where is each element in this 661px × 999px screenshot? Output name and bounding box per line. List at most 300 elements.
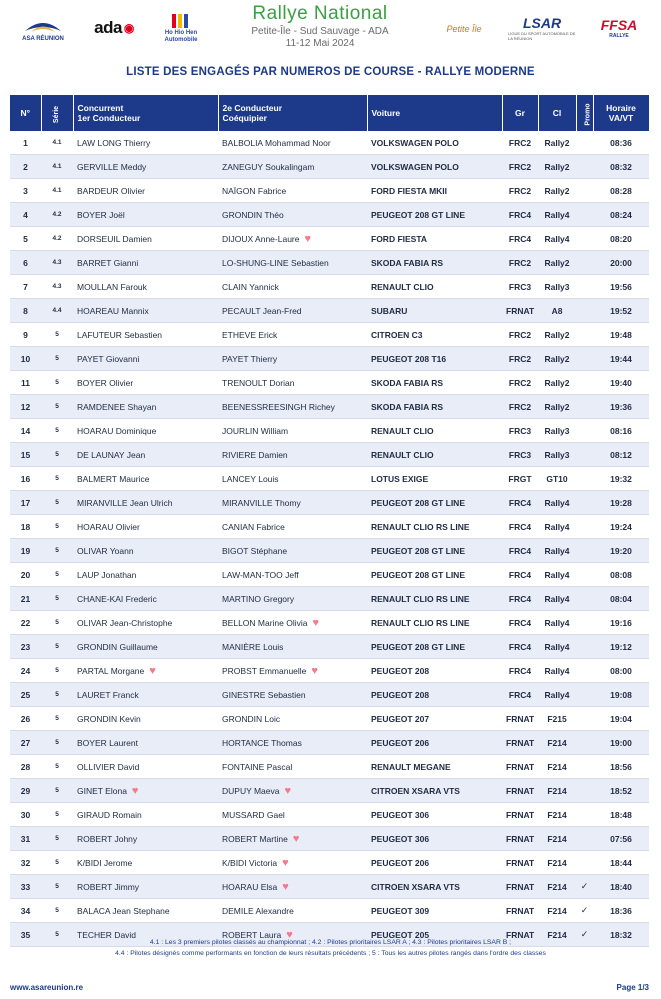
ffsa-logo: FFSA RALLYE xyxy=(600,17,638,39)
entry-pilot: HOARAU Dominique xyxy=(73,419,218,443)
entry-class: Rally2 xyxy=(538,131,576,155)
entry-class: Rally2 xyxy=(538,323,576,347)
entry-car: CITROEN C3 xyxy=(367,323,502,347)
entry-copilot: BALBOLIA Mohammad Noor xyxy=(218,131,367,155)
entry-serie: 5 xyxy=(41,611,73,635)
entry-time: 19:20 xyxy=(593,539,649,563)
entry-pilot: PARTAL Morgane ♥ xyxy=(73,659,218,683)
entry-pilot: LAFUTEUR Sebastien xyxy=(73,323,218,347)
entry-class: Rally2 xyxy=(538,371,576,395)
table-row xyxy=(10,227,649,251)
entry-time: 08:28 xyxy=(593,179,649,203)
table-row xyxy=(10,803,649,827)
hohiohen-logo: Ho Hio Hen Automobile xyxy=(158,8,204,48)
lsar-logo: LSAR LIGUE DU SPORT AUTOMOBILE DE LA RÉUNION xyxy=(508,15,576,41)
footnote-line-2: 4.4 : Pilotes désignés comme performants en fonction de leurs résultats précédents ; 5 : Tous les autres pilotes rangés dans l'ordre des classes xyxy=(115,950,546,957)
entry-promo xyxy=(576,611,593,635)
entry-copilot: RIVIERE Damien xyxy=(218,443,367,467)
rally-title-block xyxy=(215,3,425,49)
entry-car: PEUGEOT 208 GT LINE xyxy=(367,539,502,563)
table-row xyxy=(10,755,649,779)
entry-copilot: PROBST Emmanuelle ♥ xyxy=(218,659,367,683)
heart-icon: ♥ xyxy=(149,664,156,677)
table-row xyxy=(10,635,649,659)
col-serie: Série xyxy=(41,95,73,131)
entry-copilot: DEMILE Alexandre xyxy=(218,899,367,923)
entry-copilot: TRENOULT Dorian xyxy=(218,371,367,395)
entry-pilot: TECHER David xyxy=(73,923,218,947)
entry-pilot: OLIVAR Yoann xyxy=(73,539,218,563)
table-row xyxy=(10,827,649,851)
entry-class: Rally3 xyxy=(538,419,576,443)
entry-serie: 5 xyxy=(41,419,73,443)
entry-time: 18:52 xyxy=(593,779,649,803)
entry-serie: 5 xyxy=(41,875,73,899)
entry-group: FRNAT xyxy=(502,755,538,779)
entry-copilot: DIJOUX Anne-Laure ♥ xyxy=(218,227,367,251)
entry-car: PEUGEOT 207 xyxy=(367,707,502,731)
entry-number: 16 xyxy=(10,467,41,491)
entry-time: 08:36 xyxy=(593,131,649,155)
entry-group: FRC4 xyxy=(502,587,538,611)
table-row xyxy=(10,899,649,923)
entry-serie: 4.1 xyxy=(41,155,73,179)
entry-pilot: LAUP Jonathan xyxy=(73,563,218,587)
ada-logo: ada ◉ xyxy=(94,18,134,37)
entry-car: VOLKSWAGEN POLO xyxy=(367,131,502,155)
entry-pilot: ROBERT Jimmy xyxy=(73,875,218,899)
table-row xyxy=(10,731,649,755)
heart-icon: ♥ xyxy=(292,832,300,845)
table-header xyxy=(10,95,649,131)
entry-copilot: K/BIDI Victoria ♥ xyxy=(218,851,367,875)
entry-car: PEUGEOT 206 xyxy=(367,851,502,875)
entry-pilot: LAURET Franck xyxy=(73,683,218,707)
asa-reunion-logo: ASA RÉUNION xyxy=(14,10,72,46)
entry-serie: 4.4 xyxy=(41,299,73,323)
entry-number: 8 xyxy=(10,299,41,323)
entry-number: 6 xyxy=(10,251,41,275)
entry-class: Rally4 xyxy=(538,227,576,251)
entry-copilot: ZANEGUY Soukalingam xyxy=(218,155,367,179)
entry-class: F214 xyxy=(538,827,576,851)
table-row xyxy=(10,395,649,419)
entry-group: FRGT xyxy=(502,467,538,491)
entry-serie: 4.3 xyxy=(41,251,73,275)
entry-copilot: PECAULT Jean-Fred xyxy=(218,299,367,323)
entry-number: 18 xyxy=(10,515,41,539)
rally-subtitle: Petite-Île - Sud Sauvage - ADA xyxy=(251,26,389,37)
entry-number: 27 xyxy=(10,731,41,755)
page-title: LISTE DES ENGAGÉS PAR NUMEROS DE COURSE - RALLYE MODERNE xyxy=(126,66,535,78)
table-row xyxy=(10,203,649,227)
header xyxy=(0,0,661,60)
entry-pilot: CHANE-KAI Frederic xyxy=(73,587,218,611)
table-row xyxy=(10,779,649,803)
entry-group: FRC4 xyxy=(502,683,538,707)
table-row xyxy=(10,587,649,611)
table-row xyxy=(10,419,649,443)
table-row xyxy=(10,179,649,203)
entry-group: FRC2 xyxy=(502,371,538,395)
table-row xyxy=(10,443,649,467)
entry-number: 17 xyxy=(10,491,41,515)
entry-copilot: ROBERT Martine ♥ xyxy=(218,827,367,851)
entry-class: Rally3 xyxy=(538,443,576,467)
entry-class: F215 xyxy=(538,707,576,731)
entry-group: FRNAT xyxy=(502,731,538,755)
entry-pilot: LAW LONG Thierry xyxy=(73,131,218,155)
entry-promo: ✓ xyxy=(576,923,593,947)
table-row xyxy=(10,467,649,491)
entry-serie: 4.2 xyxy=(41,227,73,251)
entry-pilot: GINET Elona ♥ xyxy=(73,779,218,803)
entry-number: 23 xyxy=(10,635,41,659)
entry-serie: 5 xyxy=(41,851,73,875)
entry-copilot: GINESTRE Sebastien xyxy=(218,683,367,707)
entry-serie: 5 xyxy=(41,395,73,419)
entry-pilot: MOULLAN Farouk xyxy=(73,275,218,299)
entry-promo xyxy=(576,659,593,683)
entry-group: FRC4 xyxy=(502,227,538,251)
entry-number: 22 xyxy=(10,611,41,635)
col-copilot: 2e Conducteur Coéquipier xyxy=(218,95,367,131)
entry-number: 28 xyxy=(10,755,41,779)
entry-class: A8 xyxy=(538,299,576,323)
entry-copilot: BIGOT Stéphane xyxy=(218,539,367,563)
entry-number: 19 xyxy=(10,539,41,563)
rally-dates: 11-12 Mai 2024 xyxy=(285,38,355,49)
entry-class: Rally4 xyxy=(538,635,576,659)
entry-copilot: GRONDIN Loic xyxy=(218,707,367,731)
entry-copilot: ROBERT Laura ♥ xyxy=(218,923,367,947)
page-number: Page 1/3 xyxy=(616,983,649,992)
entry-promo xyxy=(576,851,593,875)
entry-class: F214 xyxy=(538,779,576,803)
entry-pilot: BARRET Gianni xyxy=(73,251,218,275)
table-row xyxy=(10,155,649,179)
entry-number: 7 xyxy=(10,275,41,299)
entry-time: 18:48 xyxy=(593,803,649,827)
entry-serie: 5 xyxy=(41,635,73,659)
table-row xyxy=(10,659,649,683)
entry-pilot: OLIVAR Jean-Christophe xyxy=(73,611,218,635)
entry-promo xyxy=(576,515,593,539)
entry-number: 26 xyxy=(10,707,41,731)
entry-serie: 5 xyxy=(41,659,73,683)
entry-group: FRC4 xyxy=(502,539,538,563)
entry-group: FRNAT xyxy=(502,851,538,875)
entry-serie: 5 xyxy=(41,587,73,611)
entry-number: 3 xyxy=(10,179,41,203)
entry-serie: 5 xyxy=(41,779,73,803)
entry-time: 19:04 xyxy=(593,707,649,731)
entry-time: 18:36 xyxy=(593,899,649,923)
entry-promo xyxy=(576,395,593,419)
entry-car: PEUGEOT 208 GT LINE xyxy=(367,563,502,587)
entry-group: FRC2 xyxy=(502,155,538,179)
entry-number: 12 xyxy=(10,395,41,419)
entry-promo xyxy=(576,707,593,731)
entry-number: 1 xyxy=(10,131,41,155)
table-row xyxy=(10,539,649,563)
entry-serie: 5 xyxy=(41,371,73,395)
entry-copilot: FONTAINE Pascal xyxy=(218,755,367,779)
entry-serie: 5 xyxy=(41,827,73,851)
entry-class: F214 xyxy=(538,899,576,923)
entry-class: Rally4 xyxy=(538,539,576,563)
entry-promo xyxy=(576,779,593,803)
entry-class: Rally4 xyxy=(538,515,576,539)
heart-icon: ♥ xyxy=(311,664,318,677)
entry-serie: 5 xyxy=(41,755,73,779)
entry-promo xyxy=(576,347,593,371)
entry-pilot: GRONDIN Kevin xyxy=(73,707,218,731)
entry-promo xyxy=(576,323,593,347)
entry-time: 19:24 xyxy=(593,515,649,539)
entry-car: PEUGEOT 306 xyxy=(367,827,502,851)
col-horaire: Horaire VA/VT xyxy=(593,95,649,131)
entry-pilot: MIRANVILLE Jean Ulrich xyxy=(73,491,218,515)
entry-copilot: CANIAN Fabrice xyxy=(218,515,367,539)
entry-time: 08:00 xyxy=(593,659,649,683)
entry-promo xyxy=(576,299,593,323)
entry-car: PEUGEOT 208 xyxy=(367,659,502,683)
entry-car: PEUGEOT 208 GT LINE xyxy=(367,491,502,515)
entry-group: FRC2 xyxy=(502,131,538,155)
entry-copilot: HOARAU Elsa ♥ xyxy=(218,875,367,899)
entry-promo xyxy=(576,371,593,395)
entry-class: GT10 xyxy=(538,467,576,491)
entry-car: PEUGEOT 208 T16 xyxy=(367,347,502,371)
entry-number: 4 xyxy=(10,203,41,227)
entry-copilot: MUSSARD Gael xyxy=(218,803,367,827)
entry-car: PEUGEOT 306 xyxy=(367,803,502,827)
entry-car: RENAULT CLIO RS LINE xyxy=(367,611,502,635)
entry-serie: 5 xyxy=(41,731,73,755)
entry-pilot: GIRAUD Romain xyxy=(73,803,218,827)
entry-pilot: DE LAUNAY Jean xyxy=(73,443,218,467)
entry-group: FRC4 xyxy=(502,515,538,539)
asa-wing-icon xyxy=(23,15,63,35)
entry-serie: 4.2 xyxy=(41,203,73,227)
col-promo: Promo xyxy=(576,95,593,131)
entry-number: 15 xyxy=(10,443,41,467)
entry-number: 31 xyxy=(10,827,41,851)
entry-time: 20:00 xyxy=(593,251,649,275)
entry-pilot: BOYER Laurent xyxy=(73,731,218,755)
entry-promo xyxy=(576,539,593,563)
entry-promo xyxy=(576,467,593,491)
entry-car: CITROEN XSARA VTS xyxy=(367,779,502,803)
entry-time: 19:48 xyxy=(593,323,649,347)
entry-copilot: JOURLIN William xyxy=(218,419,367,443)
entry-class: F214 xyxy=(538,875,576,899)
ada-wifi-icon: ◉ xyxy=(123,21,134,35)
entry-car: RENAULT MEGANE xyxy=(367,755,502,779)
entry-class: Rally2 xyxy=(538,395,576,419)
entry-car: RENAULT CLIO xyxy=(367,443,502,467)
entry-promo xyxy=(576,491,593,515)
heart-icon: ♥ xyxy=(131,784,139,797)
table-row xyxy=(10,683,649,707)
heart-icon: ♥ xyxy=(282,856,289,869)
entry-car: SUBARU xyxy=(367,299,502,323)
entry-time: 08:24 xyxy=(593,203,649,227)
entry-car: SKODA FABIA RS xyxy=(367,371,502,395)
entry-car: FORD FIESTA MKII xyxy=(367,179,502,203)
entry-group: FRC4 xyxy=(502,659,538,683)
entry-promo: ✓ xyxy=(576,899,593,923)
entry-number: 30 xyxy=(10,803,41,827)
entry-number: 34 xyxy=(10,899,41,923)
entry-time: 19:28 xyxy=(593,491,649,515)
entry-pilot: BOYER Joël xyxy=(73,203,218,227)
entry-promo: ✓ xyxy=(576,875,593,899)
entry-time: 19:36 xyxy=(593,395,649,419)
entry-time: 19:12 xyxy=(593,635,649,659)
entry-number: 32 xyxy=(10,851,41,875)
entry-time: 08:12 xyxy=(593,443,649,467)
col-cl: Cl xyxy=(538,95,576,131)
entry-class: Rally2 xyxy=(538,179,576,203)
entry-copilot: MANIÈRE Louis xyxy=(218,635,367,659)
table-row xyxy=(10,563,649,587)
entry-group: FRC2 xyxy=(502,251,538,275)
entry-group: FRC4 xyxy=(502,611,538,635)
entry-copilot: MIRANVILLE Thomy xyxy=(218,491,367,515)
entry-class: F214 xyxy=(538,851,576,875)
entry-promo xyxy=(576,755,593,779)
entry-group: FRNAT xyxy=(502,899,538,923)
entry-group: FRNAT xyxy=(502,803,538,827)
entry-time: 18:32 xyxy=(593,923,649,947)
entry-group: FRC3 xyxy=(502,275,538,299)
entry-car: PEUGEOT 208 xyxy=(367,683,502,707)
table-row xyxy=(10,371,649,395)
entry-group: FRC3 xyxy=(502,419,538,443)
entry-serie: 5 xyxy=(41,347,73,371)
entry-promo xyxy=(576,803,593,827)
entry-copilot: BELLON Marine Olivia ♥ xyxy=(218,611,367,635)
entry-group: FRC4 xyxy=(502,563,538,587)
entry-copilot: GRONDIN Théo xyxy=(218,203,367,227)
entry-car: SKODA FABIA RS xyxy=(367,395,502,419)
entry-copilot: LANCEY Louis xyxy=(218,467,367,491)
entry-car: PEUGEOT 208 GT LINE xyxy=(367,635,502,659)
entry-class: F214 xyxy=(538,755,576,779)
entry-time: 18:44 xyxy=(593,851,649,875)
entry-pilot: ROBERT Johny xyxy=(73,827,218,851)
entry-pilot: BARDEUR Olivier xyxy=(73,179,218,203)
entry-serie: 4.1 xyxy=(41,131,73,155)
entry-serie: 5 xyxy=(41,683,73,707)
entry-group: FRNAT xyxy=(502,779,538,803)
entry-pilot: GRONDIN Guillaume xyxy=(73,635,218,659)
entry-time: 19:40 xyxy=(593,371,649,395)
entry-number: 29 xyxy=(10,779,41,803)
entry-time: 08:04 xyxy=(593,587,649,611)
entry-pilot: OLLIVIER David xyxy=(73,755,218,779)
entry-copilot: CLAIN Yannick xyxy=(218,275,367,299)
entry-number: 33 xyxy=(10,875,41,899)
entry-class: Rally2 xyxy=(538,155,576,179)
entry-promo xyxy=(576,131,593,155)
entry-serie: 5 xyxy=(41,803,73,827)
entry-copilot: BEENESSREESINGH Richey xyxy=(218,395,367,419)
footnote-line-1: 4.1 : Les 3 premiers pilotes classés au championnat ; 4.2 : Pilotes prioritaires LSAR A ; 4.3 : Pilotes prioritaires LSAR B ; xyxy=(149,939,512,946)
rally-title: Rallye National xyxy=(252,3,388,24)
entry-promo xyxy=(576,683,593,707)
entry-promo xyxy=(576,827,593,851)
entry-copilot: DUPUY Maeva ♥ xyxy=(218,779,367,803)
website-link[interactable]: www.asareunion.re xyxy=(10,983,84,992)
entry-copilot: NAÏGON Fabrice xyxy=(218,179,367,203)
entry-number: 9 xyxy=(10,323,41,347)
entry-time: 08:32 xyxy=(593,155,649,179)
entry-promo xyxy=(576,635,593,659)
entry-pilot: HOAREAU Mannix xyxy=(73,299,218,323)
heart-icon: ♥ xyxy=(284,784,292,797)
entry-time: 19:32 xyxy=(593,467,649,491)
entry-group: FRNAT xyxy=(502,299,538,323)
entry-group: FRC3 xyxy=(502,443,538,467)
entry-time: 08:16 xyxy=(593,419,649,443)
entry-number: 14 xyxy=(10,419,41,443)
entry-time: 18:40 xyxy=(593,875,649,899)
entry-class: Rally4 xyxy=(538,683,576,707)
entry-time: 08:20 xyxy=(593,227,649,251)
entry-promo xyxy=(576,563,593,587)
entry-car: PEUGEOT 208 GT LINE xyxy=(367,203,502,227)
entry-car: PEUGEOT 205 xyxy=(367,923,502,947)
col-pilot: Concurrent 1er Conducteur xyxy=(73,95,218,131)
entry-group: FRC4 xyxy=(502,491,538,515)
entry-number: 25 xyxy=(10,683,41,707)
entry-car: PEUGEOT 309 xyxy=(367,899,502,923)
entry-serie: 5 xyxy=(41,467,73,491)
entry-promo xyxy=(576,179,593,203)
entry-pilot: RAMDENEE Shayan xyxy=(73,395,218,419)
entry-pilot: BALMERT Maurice xyxy=(73,467,218,491)
entry-group: FRC2 xyxy=(502,179,538,203)
entry-serie: 4.3 xyxy=(41,275,73,299)
table-row xyxy=(10,131,649,155)
entry-copilot: HORTANCE Thomas xyxy=(218,731,367,755)
entry-pilot: PAYET Giovanni xyxy=(73,347,218,371)
entry-promo xyxy=(576,419,593,443)
entry-class: Rally4 xyxy=(538,587,576,611)
entry-number: 24 xyxy=(10,659,41,683)
entry-class: Rally4 xyxy=(538,611,576,635)
table-row xyxy=(10,251,649,275)
entry-car: FORD FIESTA xyxy=(367,227,502,251)
entry-pilot: K/BIDI Jerome xyxy=(73,851,218,875)
entry-class: F214 xyxy=(538,803,576,827)
entry-car: LOTUS EXIGE xyxy=(367,467,502,491)
table-row xyxy=(10,323,649,347)
entry-number: 2 xyxy=(10,155,41,179)
entry-pilot: DORSEUIL Damien xyxy=(73,227,218,251)
entry-pilot: HOARAU Olivier xyxy=(73,515,218,539)
entry-group: FRC4 xyxy=(502,203,538,227)
entry-promo xyxy=(576,587,593,611)
entry-copilot: LO-SHUNG-LINE Sebastien xyxy=(218,251,367,275)
entry-class: Rally4 xyxy=(538,563,576,587)
entry-class: Rally4 xyxy=(538,491,576,515)
entry-car: VOLKSWAGEN POLO xyxy=(367,155,502,179)
entry-car: CITROEN XSARA VTS xyxy=(367,875,502,899)
